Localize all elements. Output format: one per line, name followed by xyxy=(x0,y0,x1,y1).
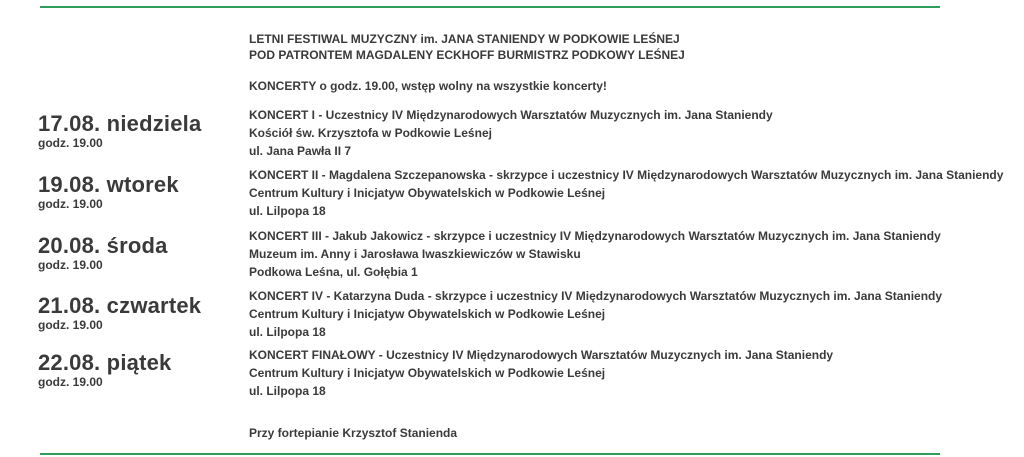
concert-address: Podkowa Leśna, ul. Gołębia 1 xyxy=(249,265,418,279)
concert-details xyxy=(249,166,1003,220)
concert-title: KONCERT I - Uczestnicy IV Międzynarodowych Warsztatów Muzycznych im. Jana Staniendy xyxy=(249,108,773,122)
concert-address: ul. Lilpopa 18 xyxy=(249,325,326,339)
concert-venue: Centrum Kultury i Inicjatyw Obywatelskich w Podkowie Leśnej xyxy=(249,307,606,321)
concert-date-block xyxy=(38,234,168,272)
concert-time: godz. 19.00 xyxy=(38,136,103,150)
concert-title: KONCERT III - Jakub Jakowicz - skrzypce i uczestnicy IV Międzynarodowych Warsztatów Muzycznych im. Jana Staniendy xyxy=(249,229,941,243)
concert-address: ul. Lilpopa 18 xyxy=(249,204,326,218)
concert-date: 22.08. piątek xyxy=(38,350,172,375)
concert-time: godz. 19.00 xyxy=(38,197,103,211)
concert-title: KONCERT IV - Katarzyna Duda - skrzypce i uczestnicy IV Międzynarodowych Warsztatów Muzycznych im. Jana Staniendy xyxy=(249,289,943,303)
concert-date: 21.08. czwartek xyxy=(38,293,202,318)
concert-date-block xyxy=(38,112,201,150)
concert-venue: Muzeum im. Anny i Jarosława Iwaszkiewiczów w Stawisku xyxy=(249,247,581,261)
festival-title: LETNI FESTIWAL MUZYCZNY im. JANA STANIENDY W PODKOWIE LEŚNEJ xyxy=(249,32,680,46)
concert-date-block xyxy=(38,351,171,389)
pianist-note: Przy fortepianie Krzysztof Stanienda xyxy=(249,426,458,440)
concert-title: KONCERT FINAŁOWY - Uczestnicy IV Międzynarodowych Warsztatów Muzycznych im. Jana Staniendy xyxy=(249,348,834,362)
patronage-line: POD PATRONTEM MAGDALENY ECKHOFF BURMISTRZ PODKOWY LEŚNEJ xyxy=(249,48,685,62)
concert-date: 19.08. wtorek xyxy=(38,172,179,197)
concert-details xyxy=(249,227,941,281)
concert-date-block xyxy=(38,173,179,211)
concert-details xyxy=(249,346,833,400)
top-divider xyxy=(40,6,940,8)
concert-time: godz. 19.00 xyxy=(38,318,103,332)
concert-details xyxy=(249,287,942,341)
bottom-divider xyxy=(40,453,940,455)
concert-date: 20.08. środa xyxy=(38,233,168,258)
concert-venue: Centrum Kultury i Inicjatyw Obywatelskich w Podkowie Leśnej xyxy=(249,366,606,380)
concerts-info: KONCERTY o godz. 19.00, wstęp wolny na wszystkie koncerty! xyxy=(249,79,607,93)
concert-date-block xyxy=(38,294,201,332)
concert-time: godz. 19.00 xyxy=(38,258,103,272)
concert-date: 17.08. niedziela xyxy=(38,111,202,136)
concert-time: godz. 19.00 xyxy=(38,375,103,389)
concert-address: ul. Lilpopa 18 xyxy=(249,384,326,398)
concert-details xyxy=(249,106,773,160)
concert-venue: Centrum Kultury i Inicjatyw Obywatelskich w Podkowie Leśnej xyxy=(249,186,606,200)
concert-address: ul. Jana Pawła II 7 xyxy=(249,144,352,158)
concert-venue: Kościół św. Krzysztofa w Podkowie Leśnej xyxy=(249,126,492,140)
concert-title: KONCERT II - Magdalena Szczepanowska - skrzypce i uczestnicy IV Międzynarodowych Warsztatów Muzycznych im. Jana Staniendy xyxy=(249,168,1004,182)
